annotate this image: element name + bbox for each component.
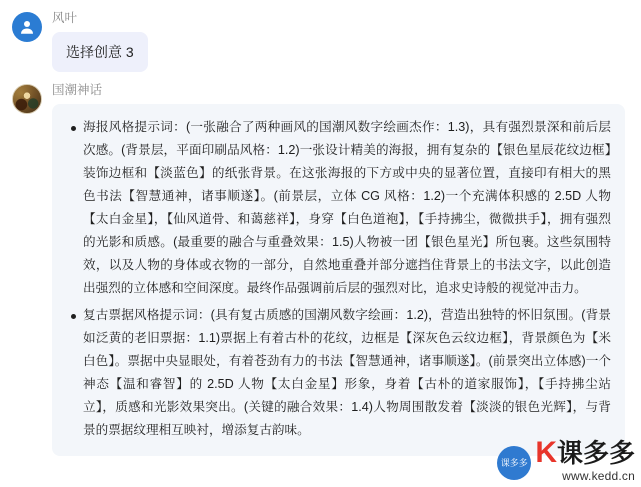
- list-item: 复古票据风格提示词：(具有复古质感的国潮风数字绘画：1.2)，营造出独特的怀旧氛围。(背景如泛黄的老旧票据：1.1)票据上有着古朴的花纹，边框是【深灰色云纹边框】，背景颜色为【米白色】。票据中央显眼处，有着苍劲有力的书法【智慧通神，诸事顺遂】。(前景突出立体感)一个神态【温和睿智】的 2.5D 人物【太白金星】形象，身着【古朴的道家服饰】，【手持拂尘站立】，质感和光影效果突出。(关键的融合效果：1.4)人物周围散发着【淡淡的银色光辉】，与背景的票据纹理相互映衬，增添复古韵味。: [83, 304, 611, 442]
- bot-avatar-icon: [12, 84, 42, 114]
- bot-message-bubble[interactable]: [52, 104, 625, 456]
- user-message-bubble[interactable]: 选择创意 3: [52, 32, 148, 72]
- user-sender-name: 风叶: [52, 11, 78, 25]
- bot-avatar-art: [13, 85, 41, 113]
- bot-message-body: [52, 82, 633, 456]
- watermark-url: www.kedd.cn: [562, 469, 635, 483]
- watermark-brand-initial: K: [535, 436, 556, 469]
- prompt-list: [66, 116, 611, 442]
- user-message-body: [52, 10, 633, 72]
- bot-sender-name: 国潮神话: [52, 83, 103, 97]
- list-item: 海报风格提示词：(一张融合了两种画风的国潮风数字绘画杰作：1.3)，具有强烈景深和前后层次感。(背景层，平面印刷品风格：1.2)一张设计精美的海报，拥有复杂的【银色星辰花纹边框】装饰边框和【淡蓝色】的纸张背景。在这张海报的下方或中央的显著位置，直接印有相大的黑色书法【智慧通神，诸事顺遂】。(前景层，立体 CG 风格：1.2)一个充满体积感的 2.5D 人物【太白金星】，【仙风道骨、和蔼慈祥】，身穿【白色道袍】，【手持拂尘，微微拱手】，拥有强烈的光影和质感。(最重要的融合与重叠效果：1.5)人物被一团【银色星光】所包裹。这些氛围特效，以及人物的身体或衣物的一部分，自然地重叠并部分遮挡住背景上的书法文字，以此创造出强烈的立体感和空间深度。最终作品强调前后层的强烈对比，追求史诗般的视觉冲击力。: [83, 116, 611, 300]
- watermark-brand-name: 课多多: [556, 438, 635, 468]
- watermark-badge-label: 课多多: [500, 458, 528, 468]
- user-message-row: [12, 10, 633, 72]
- user-avatar-icon: [12, 12, 42, 42]
- bot-message-row: [12, 82, 633, 456]
